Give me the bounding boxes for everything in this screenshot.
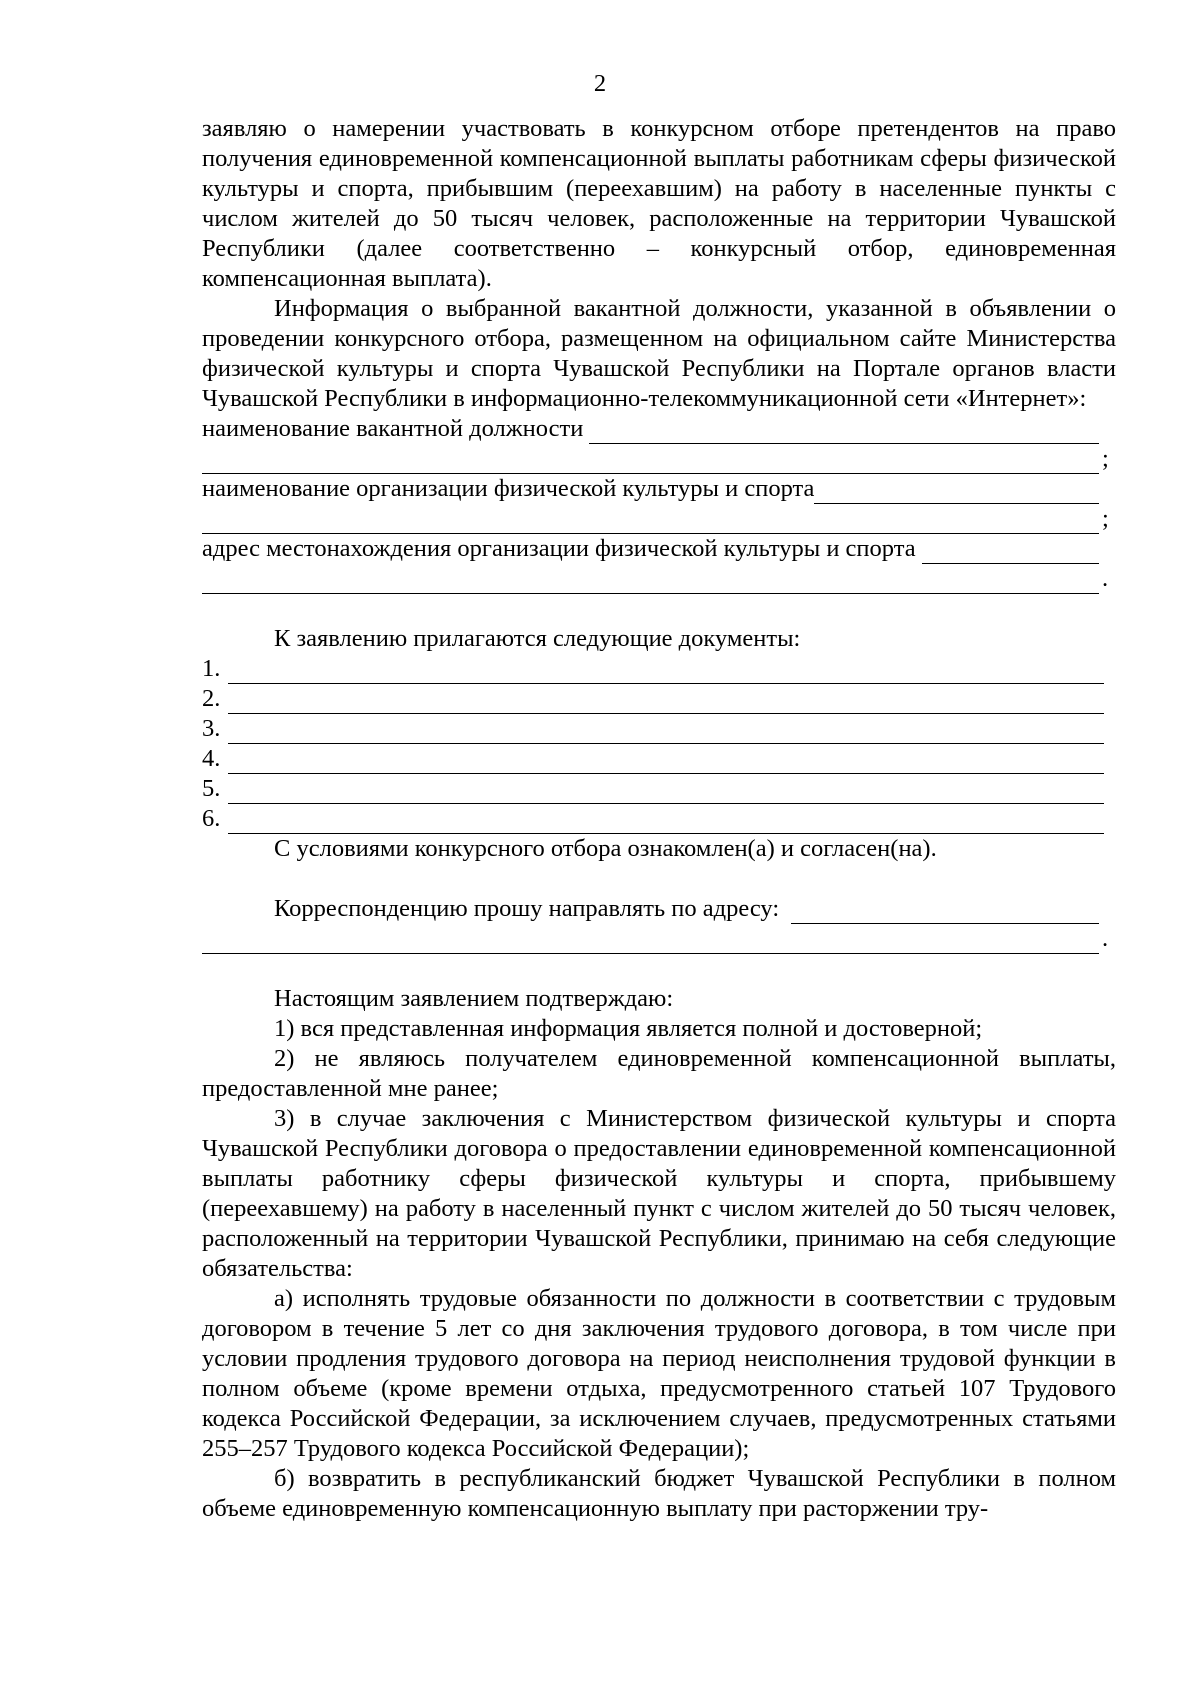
agreement-statement: С условиями конкурсного отбора ознакомлен(а) и согласен(на). [274,835,937,862]
address-row-continuation [202,564,1116,594]
document-item-line[interactable] [228,721,1104,744]
confirm-heading: Настоящим заявлением подтверждаю: [274,985,674,1012]
document-item-line[interactable] [228,691,1104,714]
correspondence-row [202,894,1116,924]
document-item-line[interactable] [228,811,1104,834]
intro-paragraph: заявляю о намерении участвовать в конкурсном отборе претендентов на право получения единовременной компенсационной выплаты работникам сферы физической культуры и спорта, прибывшим (переехавшим) на работу в населенные пункты с числом жителей до 50 тысяч человек, расположенные на территории Чувашской Республики (далее соответственно – конкурсный отбор, единовременная компенсационная выплата). [202,115,1116,292]
correspondence-row-continuation [202,924,1116,954]
document-item-line[interactable] [228,751,1104,774]
address-label: адрес местонахождения организации физической культуры и спорта [202,535,916,562]
address-input-line-2[interactable] [202,571,1099,594]
vacancy-input-line-2[interactable] [202,451,1099,474]
semicolon: ; [1102,445,1109,472]
document-item-number: 1. [202,655,221,682]
confirm-item-2: 2) не являюсь получателем единовременной компенсационной выплаты, предоставленной мне ранее; [202,1045,1116,1102]
confirm-item-3: 3) в случае заключения с Министерством физической культуры и спорта Чувашской Республики договора о предоставлении единовременной компенсационной выплаты работнику сферы физической культуры и спорта, прибывшему (переехавшему) на работу в населенный пункт с числом жителей до 50 тысяч человек, расположенный на территории Чувашской Республики, принимаю на себя следующие обязательства: [202,1105,1116,1282]
organization-row [202,474,1116,504]
confirm-item-1: 1) вся представленная информация является полной и достоверной; [274,1015,983,1042]
semicolon: ; [1102,505,1109,532]
vacancy-input-line[interactable] [589,421,1099,444]
document-item-number: 2. [202,685,221,712]
vacancy-row [202,414,1116,444]
organization-input-line[interactable] [814,481,1099,504]
document-item-number: 4. [202,745,221,772]
document-item-line[interactable] [228,661,1104,684]
document-item-number: 5. [202,775,221,802]
vacancy-label: наименование вакантной должности [202,415,584,442]
organization-input-line-2[interactable] [202,511,1099,534]
obligation-b: б) возвратить в республиканский бюджет Чувашской Республики в полном объеме единовременную компенсационную выплату при расторжении тру- [202,1465,1116,1522]
vacancy-info-paragraph: Информация о выбранной вакантной должности, указанной в объявлении о проведении конкурсного отбора, размещенном на официальном сайте Министерства физической культуры и спорта Чувашской Республики на Портале органов власти Чувашской Республики в информационно-телекоммуникационной сети «Интернет»: [202,295,1116,412]
address-input-line[interactable] [922,541,1099,564]
correspondence-label: Корреспонденцию прошу направлять по адресу: [274,895,780,922]
correspondence-input-line[interactable] [791,901,1099,924]
period: . [1102,565,1109,592]
page-number: 2 [593,70,607,97]
obligation-a: а) исполнять трудовые обязанности по должности в соответствии с трудовым договором в течение 5 лет со дня заключения трудового договора, в том числе при условии продления трудового договора на период неисполнения трудовой функции в полном объеме (кроме времени отдыха, предусмотренного статьей 107 Трудового кодекса Российской Федерации, за исключением случаев, предусмотренных статьями 255–257 Трудового кодекса Российской Федерации); [202,1285,1116,1462]
address-row [202,534,1116,564]
organization-row-continuation [202,504,1116,534]
period: . [1102,925,1109,952]
document-item [202,654,1116,684]
document-item [202,744,1116,774]
document-body [202,114,1116,1524]
documents-heading: К заявлению прилагаются следующие документы: [274,625,801,652]
document-item-number: 6. [202,805,221,832]
document-item-line[interactable] [228,781,1104,804]
document-item-number: 3. [202,715,221,742]
organization-label: наименование организации физической культуры и спорта [202,475,815,502]
document-item [202,684,1116,714]
document-item [202,774,1116,804]
document-item [202,714,1116,744]
document-item [202,804,1116,834]
vacancy-row-continuation [202,444,1116,474]
correspondence-input-line-2[interactable] [202,931,1099,954]
